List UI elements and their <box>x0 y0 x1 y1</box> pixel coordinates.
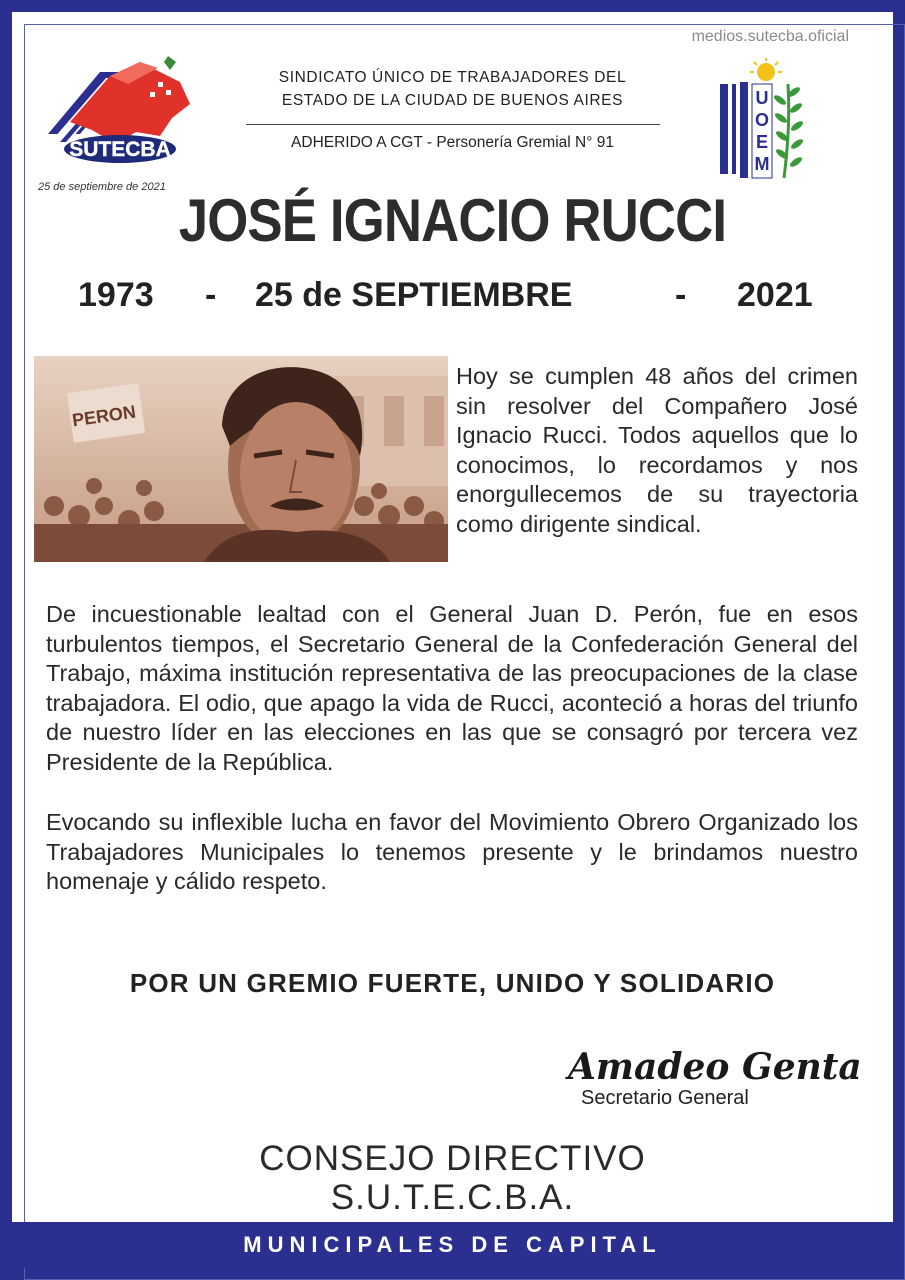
svg-text:SUTECBA: SUTECBA <box>69 138 171 161</box>
rucci-photo-graphic <box>34 356 448 562</box>
uoem-letter: M <box>754 154 770 174</box>
signature-role: Secretario General <box>581 1087 749 1109</box>
year-start: 1973 <box>78 276 154 314</box>
council-title: CONSEJO DIRECTIVO <box>259 1139 646 1178</box>
anniversary-date: 25 de SEPTIEMBRE <box>255 276 573 314</box>
website-handle: medios.sutecba.oficial <box>691 28 849 45</box>
union-motto: POR UN GREMIO FUERTE, UNIDO Y SOLIDARIO <box>129 968 776 998</box>
biography-paragraph: De incuestionable lealtad con el General Juan D. Perón, fue en esos turbulentos tiempos, el Secretario General de la Confederación General del Trabajo, máxima institución representativa de las preocupaciones de la clase trabajadora. El odio, que apago la vida de Rucci, aconteció a horas del triunfo de nuestro líder en las elecciones en las que se consagró por tercera vez Presidente de la República. <box>46 601 858 775</box>
date-separator: - <box>205 276 217 314</box>
union-name-line-1: SINDICATO ÚNICO DE TRABAJADORES DEL <box>278 69 627 86</box>
header-divider <box>246 124 660 125</box>
rucci-photo <box>34 356 448 562</box>
uoem-logo <box>714 56 806 184</box>
uoem-letter: U <box>755 88 769 108</box>
signature: Amadeo Genta <box>568 1046 862 1088</box>
memorial-title: JOSÉ IGNACIO RUCCI <box>178 187 727 254</box>
council-acronym: S.U.T.E.C.B.A. <box>330 1178 575 1217</box>
uoem-logo-graphic <box>714 56 806 184</box>
year-end: 2021 <box>737 276 813 314</box>
intro-paragraph: Hoy se cumplen 48 años del crimen sin resolver del Compañero José Ignacio Rucci. Todos aquellos que lo conocimos, lo recordamos y nos enorgullecemos de su trayectoria como dirigente sindical. <box>456 363 858 537</box>
sutecba-logo-graphic <box>40 52 200 168</box>
bottom-banner-text: MUNICIPALES DE CAPITAL <box>243 1232 662 1257</box>
sutecba-logo <box>40 52 200 168</box>
svg-text:PERON: PERON <box>70 401 138 431</box>
tribute-paragraph: Evocando su inflexible lucha en favor del Movimiento Obrero Organizado los Trabajadores Municipales lo tenemos presente y le brindamos nuestro homenaje y cálido respeto. <box>46 809 858 894</box>
union-affiliation: ADHERIDO A CGT - Personería Gremial N° 91 <box>291 134 614 151</box>
uoem-letter: O <box>754 110 770 130</box>
uoem-letter: E <box>755 132 769 152</box>
union-name-line-2: ESTADO DE LA CIUDAD DE BUENOS AIRES <box>281 92 624 109</box>
issue-date: 25 de septiembre de 2021 <box>38 181 166 193</box>
date-separator: - <box>675 276 687 314</box>
